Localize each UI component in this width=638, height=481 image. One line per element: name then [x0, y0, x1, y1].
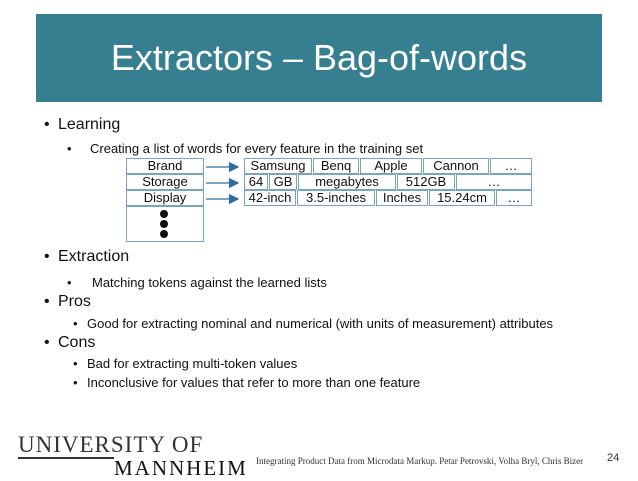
bullet-cons-sub-1: • Bad for extracting multi-token values [73, 356, 298, 371]
word-cell: … [496, 190, 532, 206]
bullet-learning-text: Learning [58, 116, 121, 133]
word-cell: … [456, 174, 532, 190]
bullet-pros: • Pros [44, 293, 91, 310]
bullet-extraction-sub-text: Matching tokens against the learned lists [92, 275, 327, 290]
word-cell: 512GB [397, 174, 455, 190]
bullet-extraction-text: Extraction [58, 248, 130, 265]
bullet-learning-sub: • Creating a list of words for every feature in the training set [67, 141, 424, 156]
bullet-cons-sub-2-text: Inconclusive for values that refer to more than one feature [87, 375, 421, 390]
bullet-cons: • Cons [44, 334, 96, 351]
arrows-icon [204, 160, 244, 208]
bullet-cons-sub-1-text: Bad for extracting multi-token values [87, 356, 298, 371]
word-cell: megabytes [298, 174, 396, 190]
logo-line-1: UNIVERSITY OF [18, 432, 204, 457]
page-number: 24 [607, 452, 620, 464]
bullet-cons-text: Cons [58, 334, 96, 351]
word-cell: Apple [360, 158, 422, 174]
ellipsis-dot [160, 220, 168, 228]
bullet-cons-sub-2: • Inconclusive for values that refer to more than one feature [73, 375, 421, 390]
feature-brand: Brand [126, 158, 204, 174]
word-cell: GB [269, 174, 297, 190]
feature-display: Display [126, 190, 204, 206]
ellipsis-dot [160, 210, 168, 218]
bullet-pros-text: Pros [58, 293, 91, 310]
bullet-learning: • Learning [44, 116, 121, 133]
ellipsis-dot [160, 230, 168, 238]
logo-line-2: MANNHEIM [114, 456, 248, 480]
bullet-pros-sub: • Good for extracting nominal and numerical (with units of measurement) attributes [73, 316, 554, 331]
word-cell: 15.24cm [429, 190, 495, 206]
word-cell: 64 [244, 174, 268, 190]
university-logo [18, 432, 248, 480]
bullet-learning-sub-text: Creating a list of words for every feature in the training set [90, 141, 424, 156]
bullet-extraction-sub: • Matching tokens against the learned lists [67, 275, 327, 290]
bullet-extraction: • Extraction [44, 248, 130, 265]
word-cell: Samsung [244, 158, 312, 174]
logo-rule [18, 457, 114, 459]
word-cell: Cannon [423, 158, 489, 174]
feature-storage: Storage [126, 174, 204, 190]
word-cell: 42-inch [244, 190, 296, 206]
word-cell: 3.5-inches [297, 190, 375, 206]
title-banner [36, 14, 602, 102]
word-cell: Inches [376, 190, 428, 206]
word-cell: Benq [313, 158, 359, 174]
bullet-pros-sub-text: Good for extracting nominal and numerical (with units of measurement) attributes [87, 316, 554, 331]
slide-title: Extractors – Bag-of-words [110, 37, 528, 78]
footer-citation: Integrating Product Data from Microdata Markup. Petar Petrovski, Volha Bryl, Chris Bizer [256, 456, 584, 466]
word-cell: … [490, 158, 532, 174]
